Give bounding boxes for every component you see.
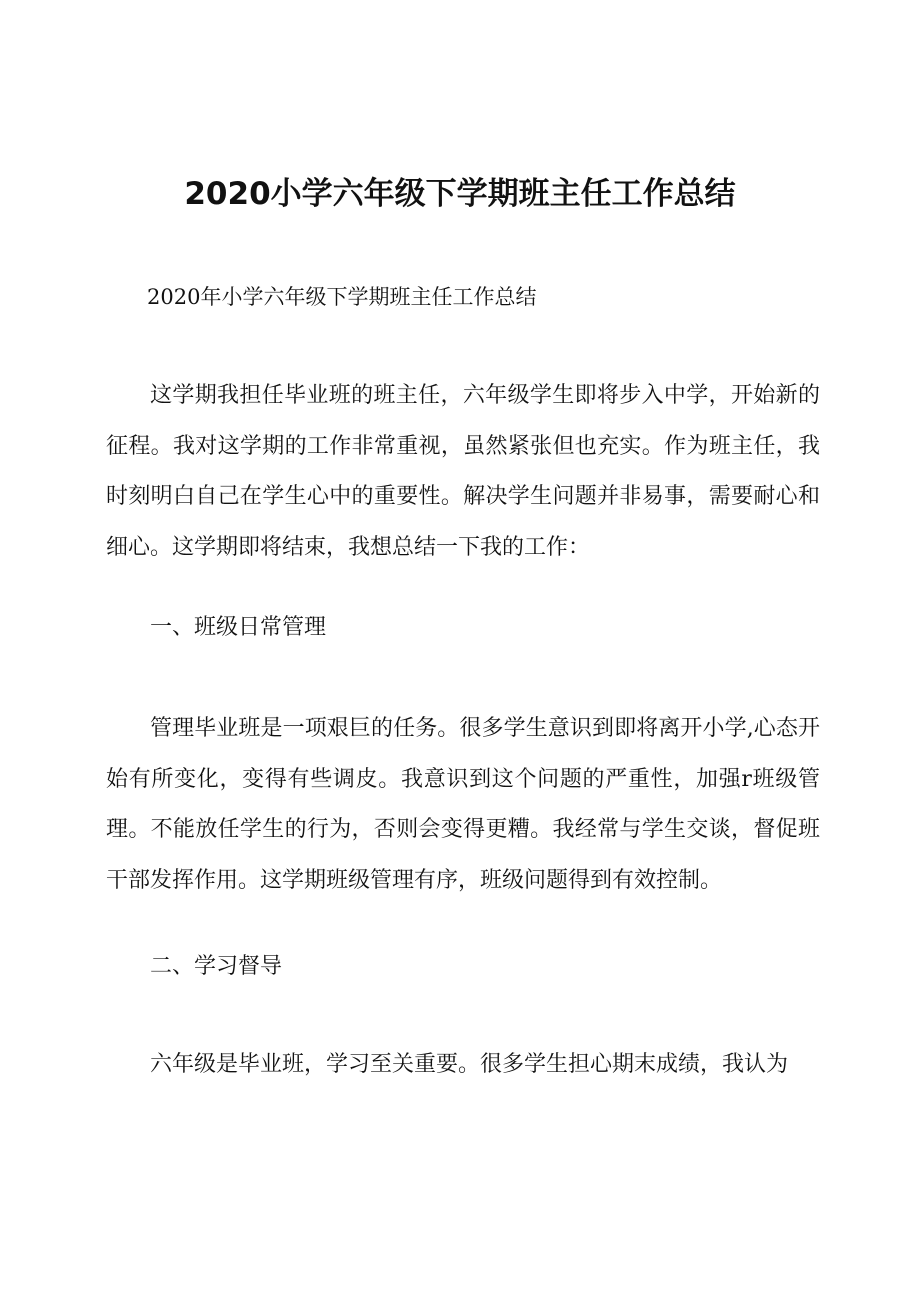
section-heading-study-supervision: 二、学习督导 [150,954,283,979]
section-paragraph-class-management: 管理毕业班是一项艰巨的任务。很多学生意识到即将离开小学,心态开始有所变化，变得有些调皮。我意识到这个问题的严重性，加强r班级管理。不能放任学生的行为，否则会变得更糟。我经常与学生交谈，督促班干部发挥作用。这学期班级管理有序，班级问题得到有效控制。 [106,716,820,893]
intro-paragraph: 这学期我担任毕业班的班主任，六年级学生即将步入中学，开始新的征程。我对这学期的工作非常重视，虽然紧张但也充实。作为班主任，我时刻明白自己在学生心中的重要性。解决学生问题并非易事，需要耐心和细心。这学期即将结束，我想总结一下我的工作： [106,383,820,560]
document-subtitle: 2020年小学六年级下学期班主任工作总结 [147,285,537,309]
section-paragraph-study-supervision: 六年级是毕业班，学习至关重要。很多学生担心期末成绩，我认为 [150,1052,789,1077]
document-title: 2020小学六年级下学期班主任工作总结 [184,176,736,212]
section-heading-class-management: 一、班级日常管理 [150,615,327,640]
